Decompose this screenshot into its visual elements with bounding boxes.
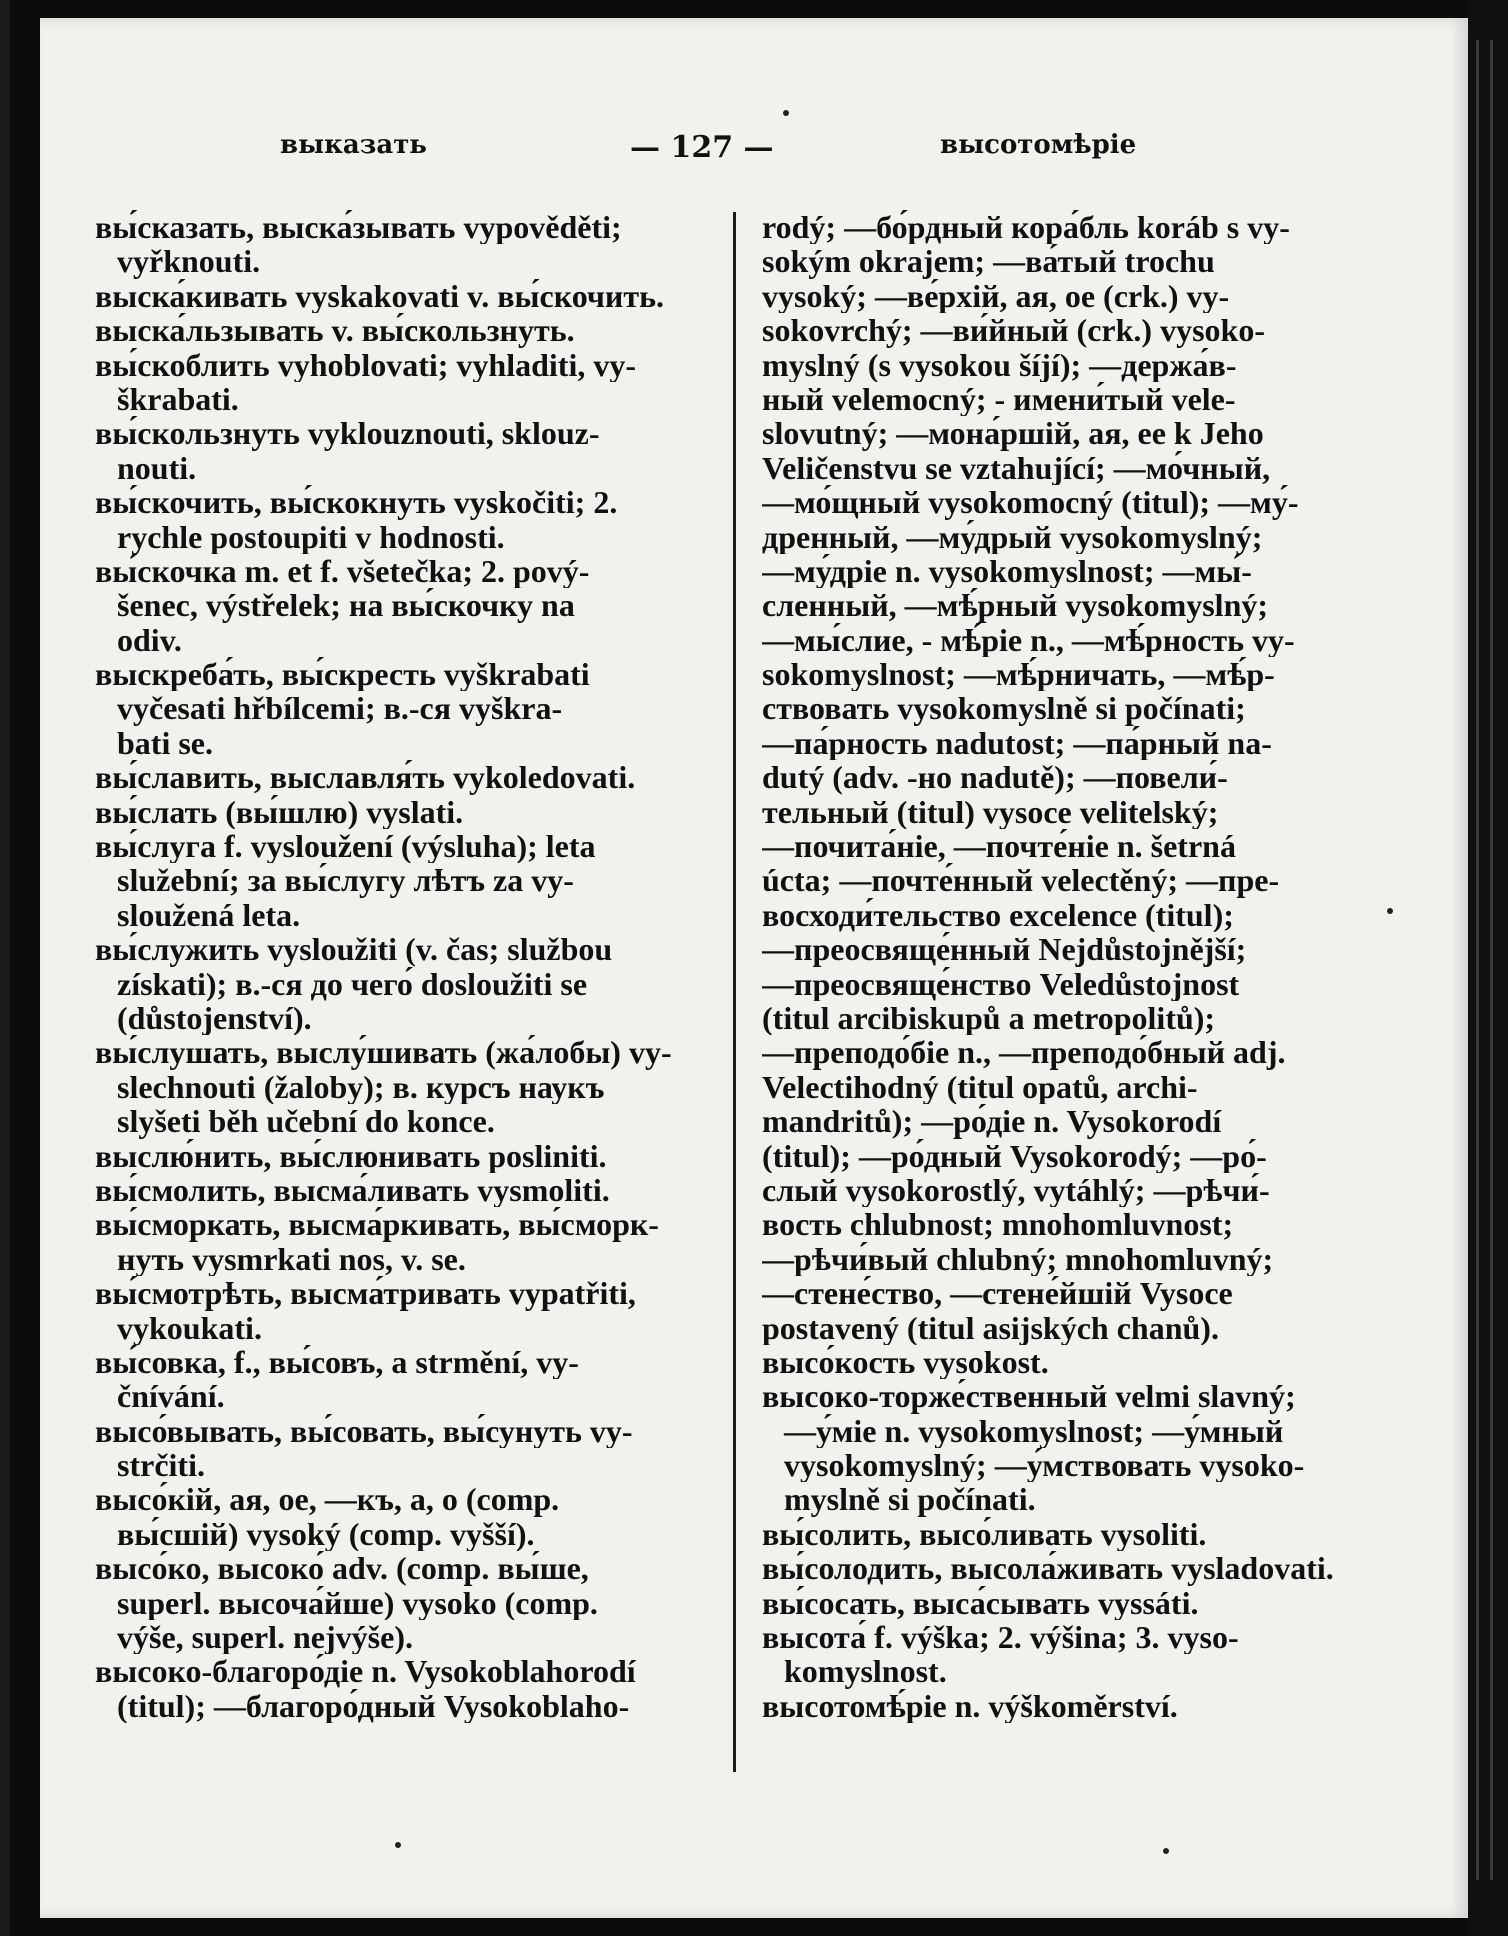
dictionary-line: высоко-торже́ственный velmi slavný; — [762, 1379, 1296, 1414]
dictionary-line: —мо́щный vysokomocný (titul); —му́- — [762, 485, 1299, 520]
dictionary-line: —рѣчи́вый chlubný; mnohomluvný; — [762, 1241, 1274, 1277]
header-right-guide-word: высотомѣріе — [940, 130, 1137, 160]
dictionary-line: высота́ f. výška; 2. výšina; 3. vyso- — [762, 1620, 1239, 1655]
dictionary-line: výše, superl. nejvýše). — [117, 1620, 413, 1655]
dictionary-line: выска́кивать vyskakovati v. вы́скочить. — [95, 278, 664, 314]
dictionary-line: Velectihodný (titul opatů, archi- — [762, 1069, 1198, 1105]
dictionary-line: slyšeti běh učební do konce. — [117, 1104, 495, 1139]
speck — [395, 1842, 401, 1848]
dictionary-line: вы́сосать, выса́сывать vyssáti. — [762, 1585, 1199, 1621]
dictionary-line: вы́скочка m. et f. všetečka; 2. pový- — [95, 553, 590, 589]
dictionary-line: (titul); —благоро́дный Vysokoblaho- — [117, 1688, 630, 1724]
dictionary-line: Veličenstvu se vztahující; —мо́чный, — [762, 450, 1271, 486]
dictionary-line: bati se. — [117, 725, 213, 761]
page-number: — 127 — — [630, 130, 774, 165]
dictionary-line: škrabati. — [117, 381, 239, 417]
dictionary-line: тельный (titul) vysoce velitelský; — [762, 794, 1219, 830]
dictionary-line: вы́солить, высо́ливать vysoliti. — [762, 1516, 1207, 1552]
dictionary-line: высо́кость vysokost. — [762, 1344, 1049, 1380]
dictionary-line: вы́скользнуть vyklouznouti, sklouz- — [95, 416, 600, 451]
dictionary-line: слый vysokorostlý, vytáhlý; —рѣчи́- — [762, 1172, 1270, 1208]
dictionary-line: —преосвяще́нный Nejdůstojnější; — [762, 932, 1247, 967]
dictionary-line: —у́міе n. vysokomyslnost; —у́мный — [784, 1413, 1284, 1449]
dictionary-line: выска́льзывать v. вы́скользнуть. — [95, 313, 575, 348]
dictionary-line: —почита́ніе, —почте́ніе n. šetrná — [762, 829, 1236, 864]
dictionary-line: nouti. — [117, 450, 197, 486]
dictionary-line: dutý (adv. -но nadutě); —повели́- — [762, 760, 1228, 795]
dictionary-line: выслю́нить, вы́слюнивать posliniti. — [95, 1138, 607, 1173]
speck — [1163, 1848, 1169, 1854]
dictionary-line: —преподо́біе n., —преподо́бный adj. — [762, 1035, 1286, 1070]
book-spine-edge — [1468, 0, 1508, 1936]
dictionary-line: вы́славить, выславля́ть vykoledovati. — [95, 760, 636, 795]
dictionary-line: čnívání. — [117, 1379, 225, 1414]
right-column — [762, 210, 1350, 1723]
dictionary-line: vyčesati hřbílcemi; в.-ся vyškra- — [117, 691, 563, 726]
dictionary-line: вы́совка, f., вы́совъ, a strmění, vy- — [95, 1344, 579, 1380]
speck — [783, 110, 789, 116]
dictionary-line: odiv. — [117, 622, 182, 658]
dictionary-line: rodý; —бо́рдный кора́бль koráb s vy- — [762, 210, 1290, 245]
dictionary-line: ствовать vysokomyslně si počínati; — [762, 691, 1246, 726]
dictionary-line: služební; за вы́слугу лѣтъ za vy- — [117, 863, 574, 898]
dictionary-line: вы́служить vysloužiti (v. čas; službou — [95, 932, 613, 967]
dictionary-line: высоко-благоро́діе n. Vysokoblahorodí — [95, 1654, 636, 1689]
dictionary-line: вость chlubnost; mnohomluvnost; — [762, 1207, 1234, 1242]
dictionary-line: vyřknouti. — [117, 244, 261, 279]
dictionary-line: вы́слать (вы́шлю) vyslati. — [95, 794, 464, 830]
dictionary-line: myslný (s vysokou šíjí); —держа́в- — [762, 347, 1237, 382]
dictionary-line: strčiti. — [117, 1448, 205, 1483]
dictionary-line: —преосвяще́нство Veledůstojnost — [762, 966, 1240, 1001]
dictionary-line: slechnouti (žaloby); в. курсъ наукъ — [117, 1069, 605, 1105]
dictionary-line: vysokomyslný; —у́мствовать vysoko- — [784, 1448, 1305, 1483]
header-left-guide-word: выказать — [280, 130, 427, 160]
dictionary-line: —му́дріе n. vysokomyslnost; —мы́- — [762, 553, 1252, 589]
dictionary-line: —мы́слие, - мѣ́ріе n., —мѣ́рность vy- — [762, 622, 1295, 658]
dictionary-line: вы́сшій) vysoký (comp. vyšší). — [117, 1516, 535, 1552]
dictionary-line: slovutný; —мона́ршій, ая, ее k Jeho — [762, 416, 1264, 451]
dictionary-line: сленный, —мѣ́рный vysokomyslný; — [762, 588, 1269, 623]
dictionary-line: высо́вывать, вы́совать, вы́сунуть vy- — [95, 1413, 633, 1449]
left-page-edge — [0, 0, 10, 1936]
dictionary-line: высо́ко, высоко́ adv. (comp. вы́ше, — [95, 1551, 589, 1586]
dictionary-line: высо́кій, ая, ое, —къ, а, о (comp. — [95, 1482, 560, 1517]
column-divider — [733, 212, 736, 1772]
left-column — [95, 210, 695, 1723]
dictionary-line: ный velemocný; - имени́тый vele- — [762, 381, 1236, 417]
dictionary-line: vysoký; —ве́рхій, ая, ое (crk.) vy- — [762, 278, 1230, 314]
dictionary-line: (titul); —ро́дный Vysokorodý; —ро́- — [762, 1138, 1267, 1173]
dictionary-line: —стене́ство, —стене́йшій Vysoce — [762, 1276, 1233, 1311]
dictionary-line: вы́слушать, выслу́шивать (жа́лобы) vy- — [95, 1035, 672, 1070]
dictionary-line: —па́рность nadutost; —па́рный na- — [762, 725, 1272, 761]
dictionary-line: вы́сказать, выска́зывать vypověděti; — [95, 210, 622, 245]
dictionary-line: mandritů); —ро́діе n. Vysokorodí — [762, 1104, 1222, 1139]
dictionary-line: нуть vysmrkati nos, v. se. — [117, 1241, 466, 1277]
dictionary-line: sloužená leta. — [117, 897, 301, 933]
dictionary-line: вы́смолить, высма́ливать vysmoliti. — [95, 1172, 610, 1208]
dictionary-line: вы́солодить, высола́живать vysladovati. — [762, 1551, 1334, 1586]
dictionary-line: вы́сморкать, высма́ркивать, вы́сморк- — [95, 1207, 659, 1242]
dictionary-line: sokým okrajem; —ва́тый trochu — [762, 244, 1215, 279]
dictionary-line: šenec, výstřelek; на вы́скочку na — [117, 588, 575, 623]
dictionary-line: myslně si počínati. — [784, 1482, 1036, 1517]
dictionary-line: úcta; —почте́нный velectěný; —пре- — [762, 863, 1280, 898]
dictionary-line: выскреба́ть, вы́скресть vyškrabati — [95, 657, 590, 692]
dictionary-line: вы́скочить, вы́скокнуть vyskočiti; 2. — [95, 485, 618, 520]
dictionary-line: sokomyslnost; —мѣ́рничать, —мѣ́р- — [762, 657, 1275, 692]
dictionary-line: rychle postoupiti v hodnosti. — [117, 519, 505, 554]
dictionary-line: восходи́тельство excelence (titul); — [762, 897, 1234, 933]
dictionary-line: superl. высоча́йше) vysoko (comp. — [117, 1585, 598, 1621]
dictionary-line: высотомѣ́ріе n. výškoměrství. — [762, 1688, 1178, 1724]
dictionary-line: postavený (titul asijských chanů). — [762, 1310, 1219, 1345]
dictionary-line: вы́слуга f. vysloužení (výsluha); leta — [95, 829, 596, 864]
dictionary-line: sokovrchý; —ви́йный (crk.) vysoko- — [762, 313, 1265, 348]
dictionary-line: дренный, —му́дрый vysokomyslný; — [762, 519, 1263, 554]
speck — [1387, 908, 1393, 914]
dictionary-line: (důstojenství). — [117, 1000, 312, 1036]
dictionary-line: komyslnost. — [784, 1654, 947, 1689]
dictionary-line: získati); в.-ся до чего́ dosloužiti se — [117, 966, 588, 1001]
dictionary-line: vykoukati. — [117, 1310, 262, 1345]
dictionary-line: вы́скоблить vyhoblovati; vyhladiti, vy- — [95, 347, 636, 382]
dictionary-line: вы́смотрѣть, высма́тривать vypatřiti, — [95, 1276, 636, 1311]
dictionary-line: (titul arcibiskupů a metropolitů); — [762, 1000, 1216, 1036]
